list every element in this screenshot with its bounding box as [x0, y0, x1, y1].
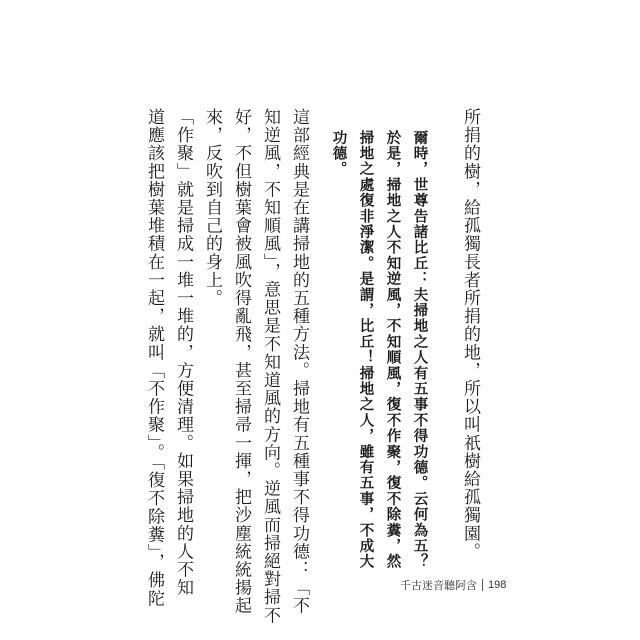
text-column-7: 道應該把樹葉堆積在一起，就叫「不作聚」。「復不除糞」，佛陀 — [144, 108, 164, 608]
text-column-4: 好，不但樹葉會被風吹得亂飛，甚至掃帚一揮，把沙塵統統揚起 — [231, 108, 251, 615]
page-footer — [400, 577, 506, 593]
text-column-2: 這部經典是在講掃地的五種方法。掃地有五種事不得功德：「不 — [289, 108, 309, 615]
text-column-6: 「作聚」就是掃成一堆一堆的，方便清理。如果掃地的人不知 — [173, 108, 193, 597]
text-column-5: 來，反吹到自己的身上。 — [202, 108, 222, 308]
page-number: 198 — [488, 579, 507, 591]
quote-column-2: 於是，掃地之人不知逆風，不知順風，復不作聚，復不除糞，然 — [384, 130, 402, 570]
text-column-3: 知逆風，不知順風」，意思是不知道風的方向。逆風而掃絕對掃不 — [260, 108, 280, 625]
quote-column-4: 功德。 — [330, 130, 348, 178]
text-column-1: 所捐的樹，給孤獨長者所捐的地，所以叫祇樹給孤獨園。 — [460, 108, 480, 561]
quote-column-1: 爾時，世尊告諸比丘：夫掃地之人有五事不得功德。云何為五？ — [411, 130, 429, 570]
book-title: 千古迷音聽阿含 — [400, 580, 477, 592]
quote-column-3: 掃地之處復非淨潔。是謂，比丘！掃地之人，雖有五事，不成大 — [357, 130, 375, 570]
footer-divider — [482, 579, 483, 591]
